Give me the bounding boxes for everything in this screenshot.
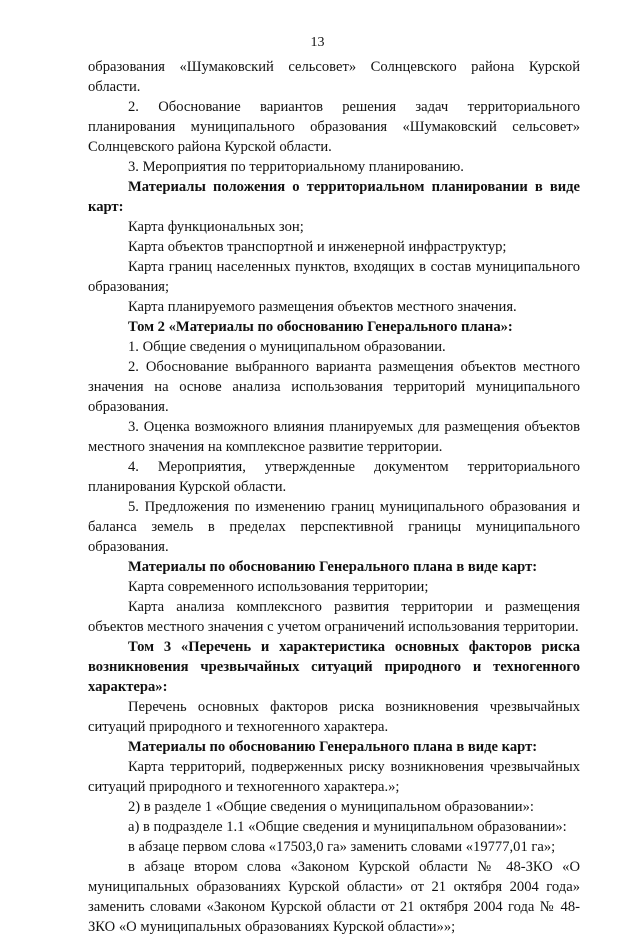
paragraph-14: 5. Предложения по изменению границ муниципального образования и баланса земель в пределах перспективной границы муниципального образования.	[88, 499, 580, 555]
paragraph-23: а) в подразделе 1.1 «Общие сведения и муниципальном образовании»:	[128, 819, 567, 835]
paragraph-17: Карта анализа комплексного развития территории и размещения объектов местного значения с учетом ограничений использования территории.	[88, 599, 580, 635]
paragraph-25: в абзаце втором слова «Законом Курской области № 48-ЗКО «О муниципальных образованиях Курской области» от 21 октября 2004 года» заменить словами «Законом Курской области от 21 октября 2004 года № 48-ЗКО «О муниципальных образованиях Курской области»»;	[88, 859, 580, 935]
paragraph-1: образования «Шумаковский сельсовет» Солнцевского района Курской области.	[88, 59, 580, 95]
page-number: 13	[310, 35, 325, 50]
paragraph-3: 3. Мероприятия по территориальному планированию.	[128, 159, 464, 175]
paragraph-24: в абзаце первом слова «17503,0 га» заменить словами «19777,01 га»;	[128, 839, 556, 855]
paragraph-13: 4. Мероприятия, утвержденные документом территориального планирования Курской области.	[88, 459, 580, 495]
heading-volume-2: Том 2 «Материалы по обоснованию Генерального плана»:	[128, 319, 513, 335]
paragraph-12: 3. Оценка возможного влияния планируемых для размещения объектов местного значения на комплексное развитие территории.	[88, 419, 580, 455]
paragraph-2: 2. Обоснование вариантов решения задач территориального планирования муниципального образования «Шумаковский сельсовет» Солнцевского района Курской области.	[88, 99, 580, 155]
paragraph-21: Карта территорий, подверженных риску возникновения чрезвычайных ситуаций природного и техногенного характера.»;	[88, 759, 580, 795]
paragraph-22: 2) в разделе 1 «Общие сведения о муниципальном образовании»:	[128, 799, 534, 815]
paragraph-8: Карта планируемого размещения объектов местного значения.	[128, 299, 517, 315]
paragraph-6: Карта объектов транспортной и инженерной инфраструктур;	[128, 239, 507, 255]
heading-maps-justification-2: Материалы по обоснованию Генерального плана в виде карт:	[128, 739, 538, 755]
paragraph-7: Карта границ населенных пунктов, входящих в состав муниципального образования;	[88, 259, 580, 295]
heading-maps-regulations: Материалы положения о территориальном планировании в виде карт:	[88, 179, 580, 215]
heading-maps-justification: Материалы по обоснованию Генерального плана в виде карт:	[128, 559, 538, 575]
document-body	[88, 57, 580, 937]
paragraph-11: 2. Обоснование выбранного варианта размещения объектов местного значения на основе анализа использования территорий муниципального образования.	[88, 359, 580, 415]
paragraph-10: 1. Общие сведения о муниципальном образовании.	[128, 339, 446, 355]
paragraph-16: Карта современного использования территории;	[128, 579, 429, 595]
paragraph-5: Карта функциональных зон;	[128, 219, 304, 235]
heading-volume-3: Том 3 «Перечень и характеристика основных факторов риска возникновения чрезвычайных ситуаций природного и техногенного характера»:	[88, 639, 580, 695]
paragraph-19: Перечень основных факторов риска возникновения чрезвычайных ситуаций природного и техногенного характера.	[88, 699, 580, 735]
